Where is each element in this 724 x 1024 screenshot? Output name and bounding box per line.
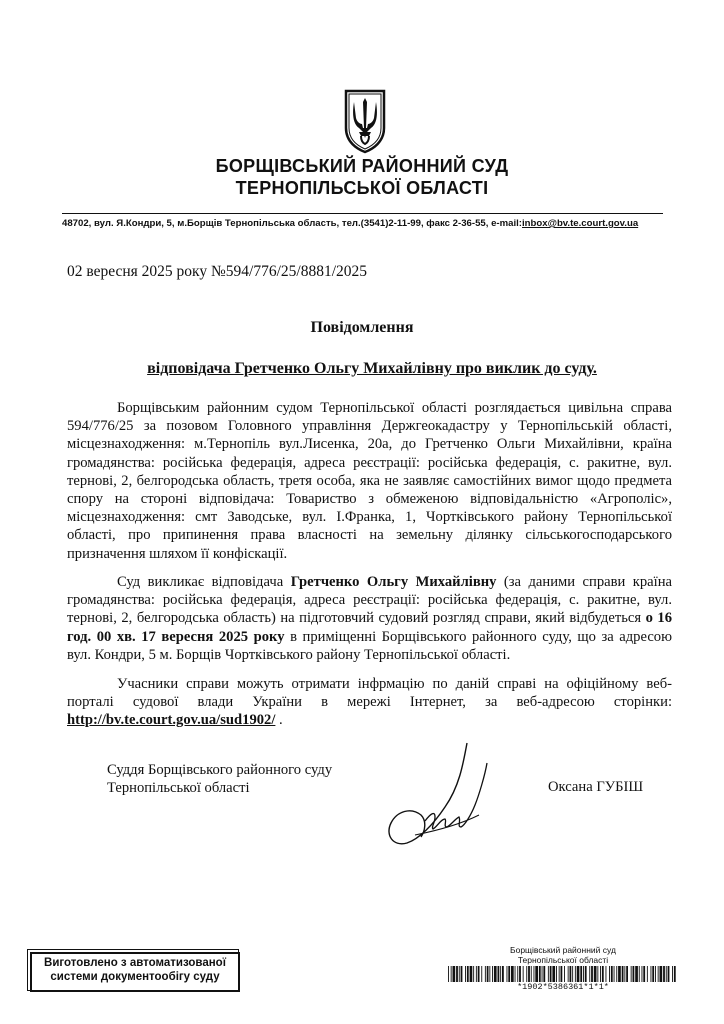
barcode-caption (448, 945, 678, 965)
judge-role (107, 761, 332, 797)
court-name-line2: ТЕРНОПІЛЬСЬКОЇ ОБЛАСТІ (235, 178, 489, 198)
court-address (62, 218, 672, 229)
header-divider (62, 213, 663, 214)
defendant-name: Гретченко Ольгу Михайлівну (290, 574, 497, 590)
judge-role-line1: Суддя Борщівського районного суду (107, 762, 333, 778)
automated-system-stamp (30, 952, 240, 992)
hearing-datetime: о 16 год. 00 хв. 17 вересня 2025 року (67, 610, 673, 645)
barcode-icon (448, 966, 678, 982)
summons-location: в приміщенні Борщівського районного суду, що за адресою вул. Кондри, 5 м. Борщів Чортківського району Тернопільської області. (67, 628, 672, 663)
summons-details: (за даними справи країна громадянства: російська федерація, адреса реєстрації: російська федерація, с. ракитне, вул. тернові, 2, белгородська область) на підготовчий судовий розгляд справи, який відбудеться (67, 574, 673, 627)
portal-link[interactable]: http://bv.te.court.gov.ua/sud1902/ (67, 712, 276, 729)
document-title: Повідомлення (310, 319, 414, 336)
paragraph-summons (67, 573, 672, 664)
address-text: 48702, вул. Я.Кондри, 5, м.Борщів Тернопільська область, тел.(3541)2-11-99, факс 2-36-55, e-mail: (62, 218, 523, 229)
date-and-number: 02 вересня 2025 року №594/776/25/8881/2025 (67, 263, 368, 280)
barcode-caption-line2: Тернопільської області (517, 955, 609, 965)
document-subtitle: відповідача Гретченко Ольгу Михайлівну про виклик до суду. (147, 360, 597, 377)
handwritten-signature (375, 735, 515, 870)
court-email: inbox@bv.te.court.gov.ua (522, 218, 639, 229)
portal-end: . (275, 712, 283, 729)
paragraph-case-description: Борщівським районним судом Тернопільської області розглядається цивільна справа 594/776/25 за позовом Головного управління Держгеокадастру у Тернопільській області, місцезнаходження: м.Тернопіль вул.Лисенка, 20а, до Гретченко Ольги Михайлівни, країна громадянства: російська федерація, адреса реєстрації: російська федерація, с. ракитне, вул. тернові, 2, белгородська область, третя особа, яка не заявляє самостійних вимог щодо предмета спору на стороні відповідача: Товариство з обмеженою відповідальністю «Агрополіс», місцезнаходження: смт Заводське, вул. І.Франка, 1, Чортківського району Тернопільської області, про припинення права власності на земельну ділянку сільськогосподарського призначення шляхом її конфіскації. (67, 400, 672, 562)
stamp-line2: системи документообігу суду (50, 971, 220, 983)
stamp-line1: Виготовлено з автоматизованої (44, 957, 226, 969)
paragraph-portal-info (67, 675, 672, 730)
portal-text: Учасники справи можуть отримати інфрмацію по даній справі на офіційному веб-порталі судової влади України в мережі Інтернет, за веб-адресою сторінки: (67, 676, 672, 711)
trident-coat-of-arms-icon (343, 88, 387, 154)
judge-role-line2: Тернопільської області (107, 780, 250, 796)
court-name-line1: БОРЩІВСЬКИЙ РАЙОННИЙ СУД (215, 156, 509, 176)
summons-intro: Суд викликає відповідача (117, 574, 291, 590)
judge-name: Оксана ГУБІШ (548, 779, 644, 795)
barcode-caption-line1: Борщівський районний суд (510, 945, 616, 955)
barcode-number: *1902*5386361*1*1* (517, 982, 609, 992)
